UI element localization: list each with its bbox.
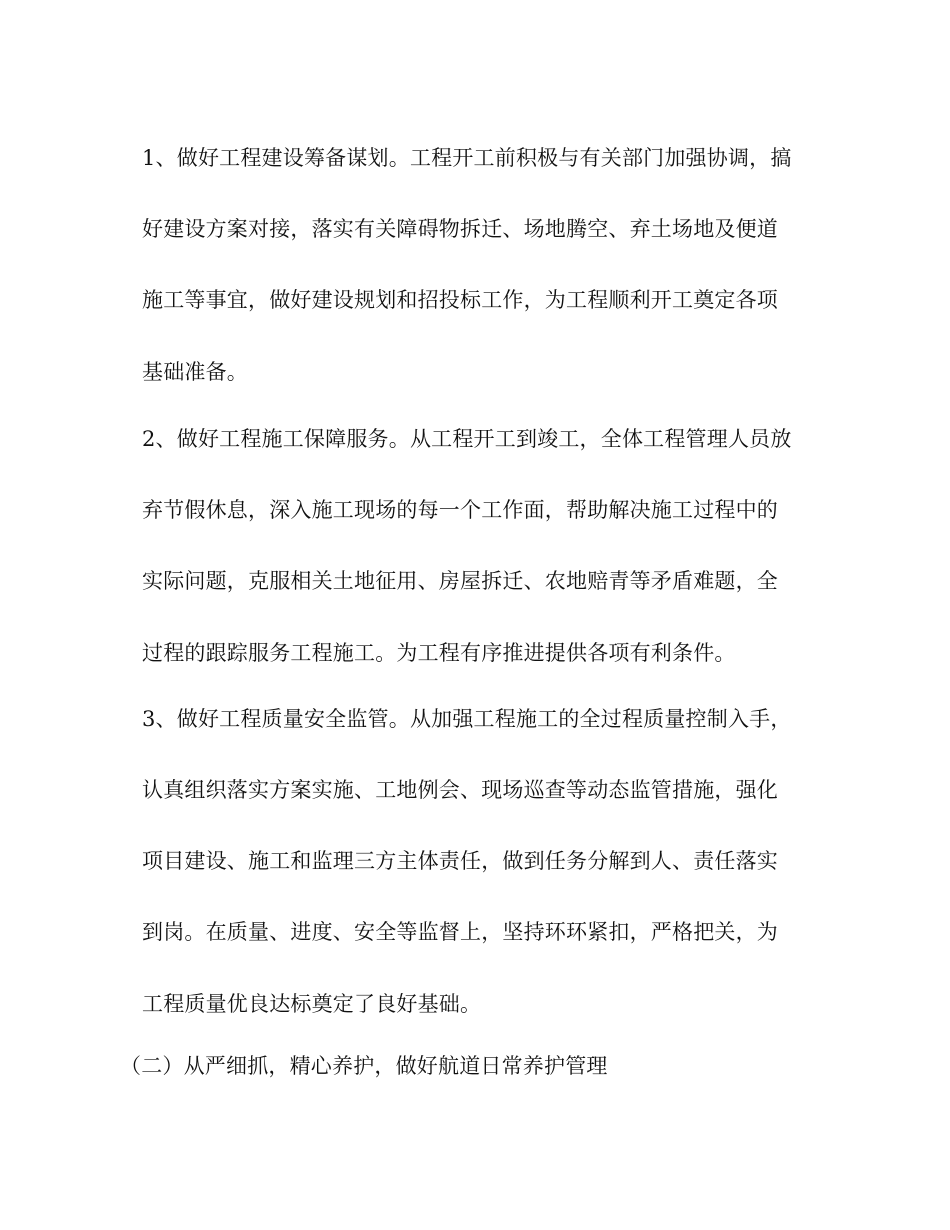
text-line: 认真组织落实方案实施、工地例会、现场巡查等动态监管措施，强化 [142, 778, 778, 802]
text-line: 施工等事宜，做好建设规划和招投标工作，为工程顺利开工奠定各项 [142, 288, 778, 312]
text-line: 弃节假休息，深入施工现场的每一个工作面，帮助解决施工过程中的 [142, 498, 778, 522]
text-line: 2、做好工程施工保障服务。从工程开工到竣工，全体工程管理人员放 [142, 427, 792, 451]
text-line: 基础准备。 [142, 360, 248, 384]
text-line: 工程质量优良达标奠定了良好基础。 [142, 992, 482, 1016]
text-line: 实际问题，克服相关土地征用、房屋拆迁、农地赔青等矛盾难题，全 [142, 569, 778, 593]
section-heading: （二）从严细抓，精心养护，做好航道日常养护管理 [120, 1054, 608, 1078]
text-line: 1、做好工程建设筹备谋划。工程开工前积极与有关部门加强协调，搞 [142, 146, 792, 170]
text-line: 好建设方案对接，落实有关障碍物拆迁、场地腾空、弃土场地及便道 [142, 217, 778, 241]
text-line: 过程的跟踪服务工程施工。为工程有序推进提供各项有利条件。 [142, 641, 736, 665]
text-line: 3、做好工程质量安全监管。从加强工程施工的全过程质量控制入手， [142, 707, 792, 731]
text-line: 项目建设、施工和监理三方主体责任，做到任务分解到人、责任落实 [142, 849, 778, 873]
text-line: 到岗。在质量、进度、安全等监督上，坚持环环紧扣，严格把关，为 [142, 920, 778, 944]
